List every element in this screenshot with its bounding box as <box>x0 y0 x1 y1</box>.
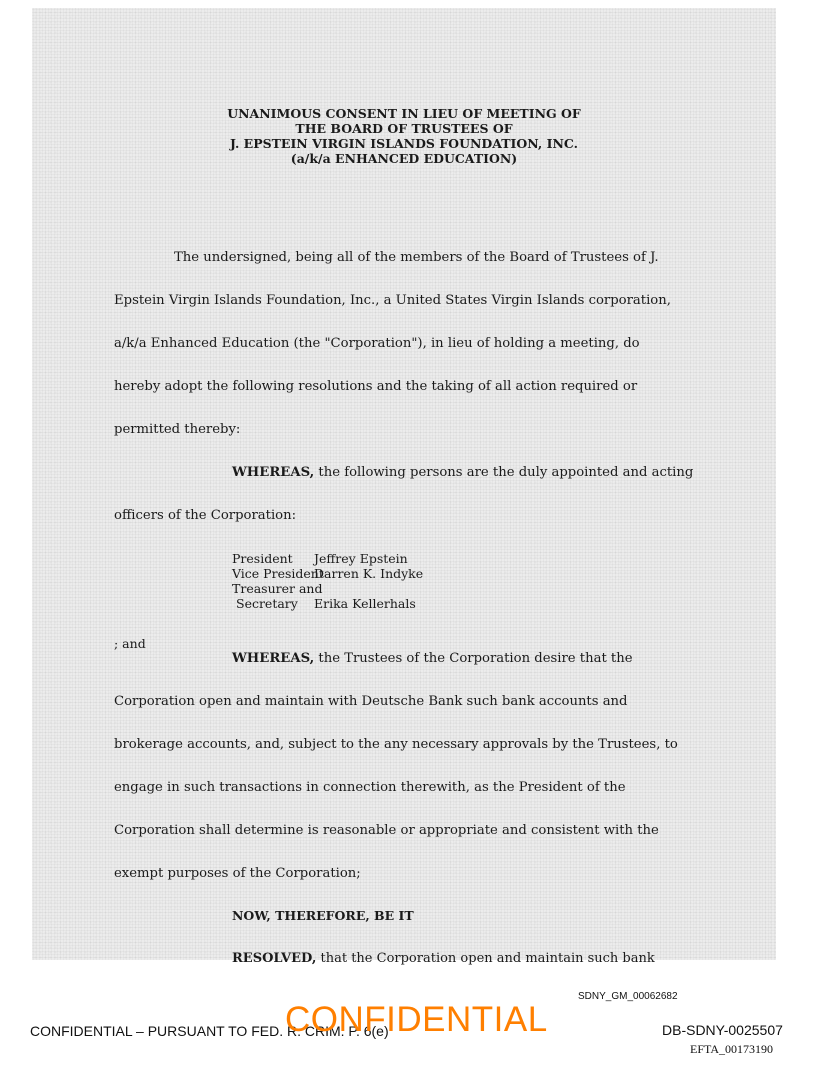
document-title <box>182 106 626 166</box>
bates-sdny: SDNY_GM_00062682 <box>578 991 678 1002</box>
whereas-clause-1 <box>232 465 693 480</box>
confidential-notice: CONFIDENTIAL – PURSUANT TO FED. R. CRIM. P. 6(e) <box>30 1023 389 1039</box>
officer-row <box>232 566 423 581</box>
whereas2-line-4: Corporation shall determine is reasonable or appropriate and consistent with the <box>114 823 659 838</box>
officer-name: Darren K. Indyke <box>314 566 424 581</box>
now-therefore: NOW, THEREFORE, BE IT <box>232 908 414 923</box>
whereas-text-1: the following persons are the duly appointed and acting <box>314 465 694 480</box>
officer-title: President <box>232 551 293 566</box>
intro-line-1: The undersigned, being all of the members of the Board of Trustees of J. <box>174 250 659 265</box>
officer-name: Jeffrey Epstein <box>314 551 408 566</box>
intro-line-5: permitted thereby: <box>114 422 241 437</box>
whereas-keyword-2: WHEREAS, <box>232 651 315 666</box>
resolved-clause <box>232 951 655 966</box>
officer-row <box>232 596 423 611</box>
officer-title: Vice President <box>232 566 324 581</box>
whereas2-line-3: engage in such transactions in connection therewith, as the President of the <box>114 780 626 795</box>
title-line-1: UNANIMOUS CONSENT IN LIEU OF MEETING OF <box>227 106 581 121</box>
whereas-text-2: the Trustees of the Corporation desire that the <box>314 651 633 666</box>
officers-table <box>232 551 423 611</box>
intro-line-2: Epstein Virgin Islands Foundation, Inc., a United States Virgin Islands corporation, <box>114 293 671 308</box>
intro-line-4: hereby adopt the following resolutions and the taking of all action required or <box>114 379 638 394</box>
resolved-keyword: RESOLVED, <box>232 951 317 966</box>
intro-line-3: a/k/a Enhanced Education (the "Corporation"), in lieu of holding a meeting, do <box>114 336 640 351</box>
whereas2-line-1: Corporation open and maintain with Deutsche Bank such bank accounts and <box>114 694 628 709</box>
officer-row <box>232 581 423 596</box>
title-line-2: THE BOARD OF TRUSTEES OF <box>295 121 513 136</box>
confidential-stamp: CONFIDENTIAL <box>285 1000 548 1039</box>
bates-db: DB-SDNY-0025507 <box>662 1022 783 1038</box>
bates-efta: EFTA_00173190 <box>690 1042 774 1056</box>
scanned-page <box>32 8 776 960</box>
officer-title: Treasurer and <box>232 581 323 596</box>
whereas-line-2: officers of the Corporation: <box>114 508 297 523</box>
whereas2-line-5: exempt purposes of the Corporation; <box>114 866 361 881</box>
whereas-keyword-1: WHEREAS, <box>232 465 315 480</box>
title-line-3: J. EPSTEIN VIRGIN ISLANDS FOUNDATION, INC. <box>230 136 578 151</box>
officer-title: Secretary <box>236 596 298 611</box>
title-line-4: (a/k/a ENHANCED EDUCATION) <box>290 151 518 166</box>
whereas2-line-2: brokerage accounts, and, subject to the any necessary approvals by the Trustees, to <box>114 737 678 752</box>
resolved-text: that the Corporation open and maintain such bank <box>316 951 655 966</box>
officer-name: Erika Kellerhals <box>314 596 416 611</box>
whereas-clause-2 <box>232 651 633 666</box>
and-text: ; and <box>114 636 146 651</box>
officer-row <box>232 551 423 566</box>
